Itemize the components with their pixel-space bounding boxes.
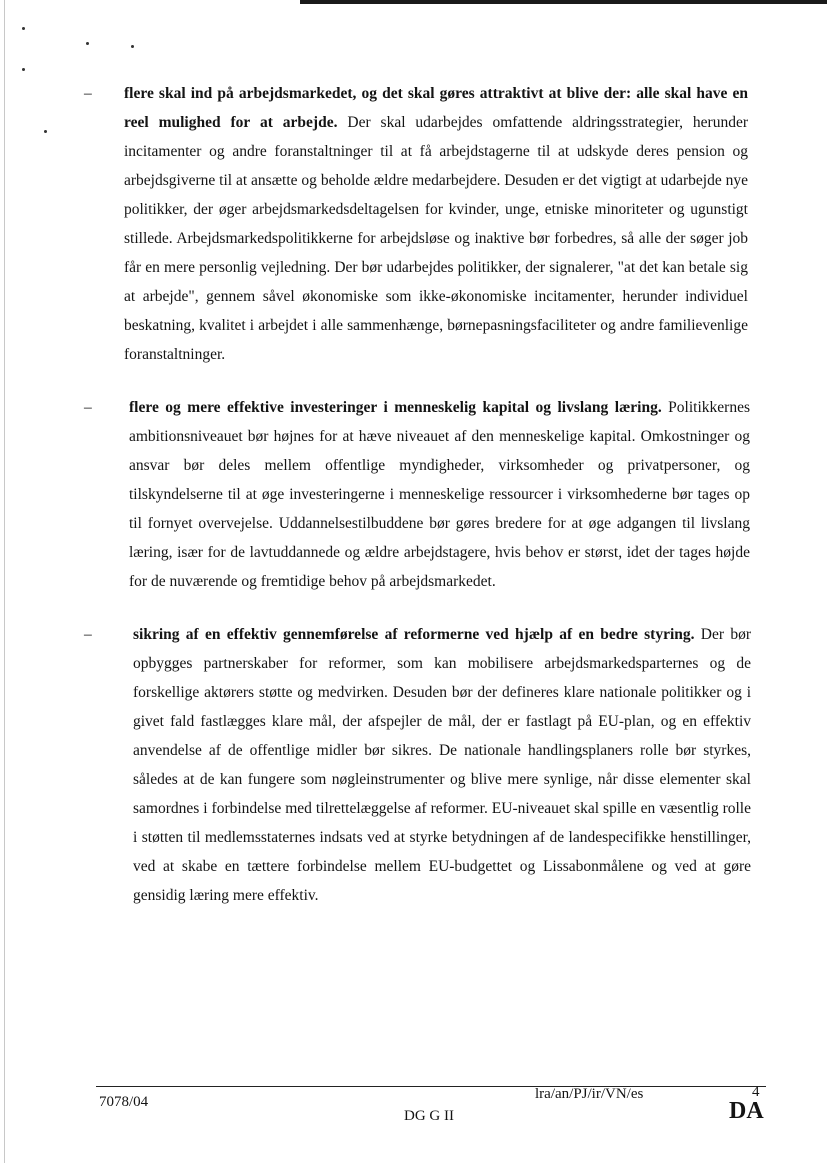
bullet-marker: – xyxy=(84,399,92,416)
footer-page-number: 4 xyxy=(752,1084,760,1100)
bullet-marker: – xyxy=(84,626,92,643)
left-scan-edge xyxy=(4,0,5,1163)
bullet-paragraph xyxy=(129,393,750,596)
footer-language: DA xyxy=(729,1098,764,1124)
bullet-body: Politikkernes ambitionsniveauet bør højnes for at hæve niveauet af den menneskelige kapital. Omkostninger og ansvar bør deles mellem offentlige myndigheder, virksomheder og privatpersoner, og tilskyndelserne til at øge investeringerne i menneskelige ressourcer i virksomhederne bør tages op til fornyet overvejelse. Uddannelsestilbuddene bør gøres bredere for at øge adgangen til livslang læring, især for de lavtuddannede og ældre arbejdstagere, hvis behov er størst, idet der tages højde for de nuværende og fremtidige behov på arbejdsmarkedet. xyxy=(129,399,750,590)
bullet-body: Der bør opbygges partnerskaber for reformer, som kan mobilisere arbejdsmarkedsparternes og de forskellige aktørers støtte og medvirken. Desuden bør der defineres klare nationale politikker og i givet fald fastlægges klare mål, der afspejler de mål, der er fastlagt på EU-plan, og en effektiv anvendelse af de offentlige midler bør sikres. De nationale handlingsplaners rolle bør styrkes, således at de kan fungere som nøgleinstrumenter og blive mere synlige, når disse elementer skal samordnes i forbindelse med tilrettelæggelse af reformer. EU-niveauet skal spille en væsentlig rolle i støtten til medlemsstaternes indsats ved at styrke betydningen af de landespecifikke henstillinger, ved at skabe en tættere forbindelse mellem EU-budgettet og Lissabonmålene og ved at gøre gensidig læring mere effektiv. xyxy=(133,626,751,904)
bullet-paragraph xyxy=(133,620,751,910)
footer-rule xyxy=(96,1086,766,1087)
scan-speck xyxy=(131,45,134,48)
scan-speck xyxy=(44,130,47,133)
bullet-marker: – xyxy=(84,85,92,102)
footer-reference: lra/an/PJ/ir/VN/es xyxy=(535,1086,644,1102)
bullet-heading: flere og mere effektive investeringer i menneskelig kapital og livslang læring. xyxy=(129,399,662,416)
bullet-body: Der skal udarbejdes omfattende aldringsstrategier, herunder incitamenter og andre foranstaltninger til at få arbejdstagerne til at udskyde deres pension og arbejdsgiverne til at ansætte og beholde ældre medarbejdere. Desuden er det vigtigt at udarbejde nye politikker, der øger arbejdsmarkedsdeltagelsen for kvinder, unge, etniske minoriteter og ugunstigt stillede. Arbejdsmarkedspolitikkerne for arbejdsløse og inaktive bør forbedres, så alle der søger job får en mere personlig vejledning. Der bør udarbejdes politikker, der signalerer, "at det kan betale sig at arbejde", gennem såvel økonomiske som ikke-økonomiske incitamenter, herunder individuel beskatning, kvalitet i arbejdet i alle sammenhænge, børnepasningsfaciliteter og andre familievenlige foranstaltninger. xyxy=(124,114,748,363)
bullet-paragraph xyxy=(124,79,748,369)
footer-doc-number: 7078/04 xyxy=(99,1094,149,1110)
bullet-heading: flere skal ind på arbejdsmarkedet, og det skal gøres attraktivt at blive der: alle skal have en reel mulighed for at arbejde. xyxy=(124,85,748,131)
scan-speck xyxy=(22,27,25,30)
scan-speck xyxy=(22,68,25,71)
bullet-heading: sikring af en effektiv gennemførelse af reformerne ved hjælp af en bedre styring. xyxy=(133,626,695,643)
scan-speck xyxy=(86,42,89,45)
footer-directorate: DG G II xyxy=(404,1108,454,1124)
top-scan-rule xyxy=(300,0,827,4)
